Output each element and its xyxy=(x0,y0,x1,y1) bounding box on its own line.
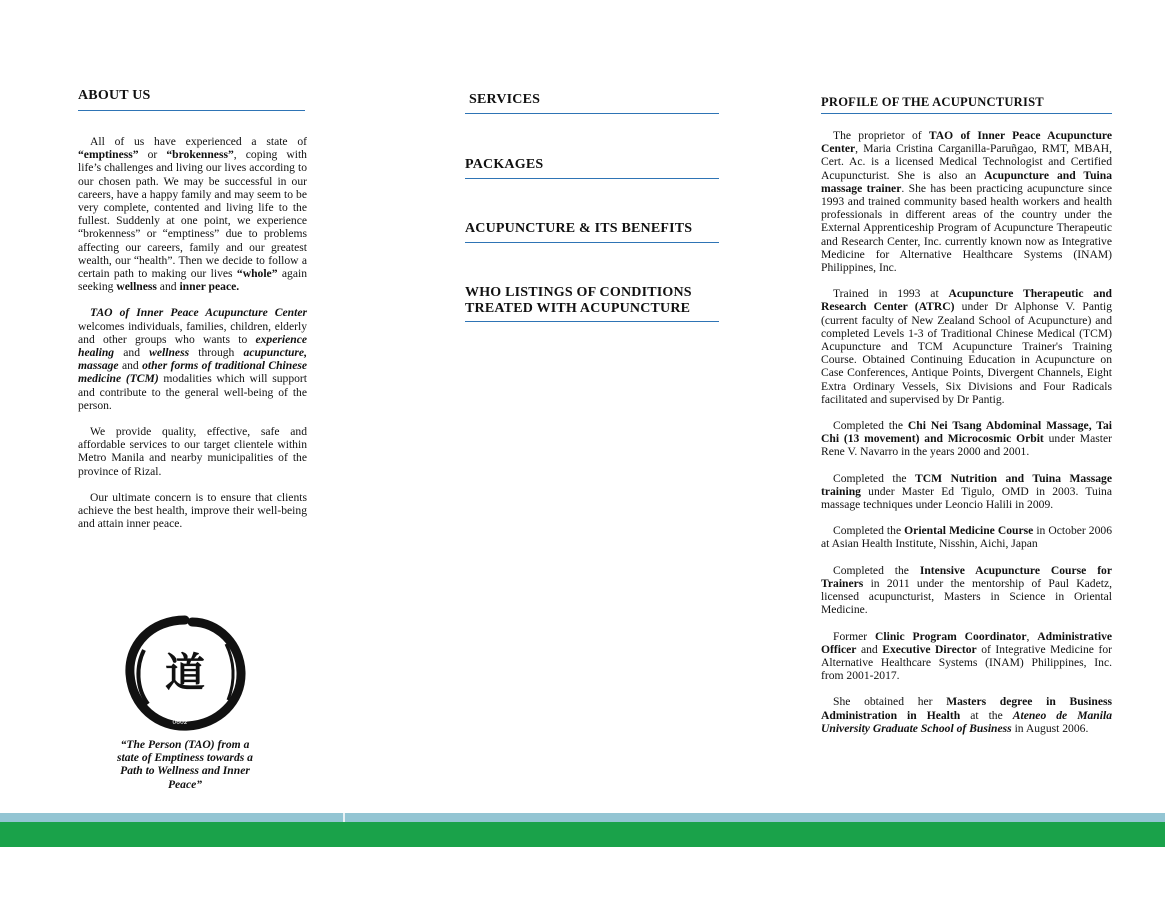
profile-section xyxy=(821,94,1112,735)
packages-item xyxy=(465,157,719,179)
footer-band-light xyxy=(0,813,1165,822)
profile-paragraph-8: She obtained her Masters degree in Business Administration in Health at the Ateneo de Manila University Graduate School of Business in August 2006. xyxy=(821,695,1112,735)
about-us-section xyxy=(78,88,307,530)
profile-paragraph-2: Trained in 1993 at Acupuncture Therapeutic and Research Center (ATRC) under Dr Alphonse V. Pantig (current faculty of New Zealand School of Acupuncture) and completed Levels 1-3 of Traditional Chinese Medical (TCM) Acupuncture and TCM Acupuncture Trainer's Training Course. Obtained Continuing Education in Acupuncture on Case Conferences, Antique Points, Divergent Channels, Eight Extra Ordinary Vessels, Six Divisions and Four Radicals facilitated and supervised by Dr Pantig. xyxy=(821,287,1113,406)
services-item xyxy=(465,92,719,114)
footer-band-green xyxy=(0,822,1165,847)
footer-band-divider xyxy=(343,813,345,822)
services-rule xyxy=(465,113,719,114)
benefits-heading: ACUPUNCTURE & ITS BENEFITS xyxy=(465,221,693,236)
profile-rule xyxy=(821,113,1112,114)
who-listings-item xyxy=(465,285,719,322)
profile-heading: PROFILE OF THE ACUPUNCTURIST xyxy=(821,95,1044,109)
services-heading: SERVICES xyxy=(469,92,541,107)
who-listings-heading: WHO LISTINGS OF CONDITIONS TREATED WITH ACUPUNCTURE xyxy=(465,285,692,316)
about-paragraph-1: All of us have experienced a state of “emptiness” or “brokenness”, coping with life’s challenges and living our lives according to our chosen path. We may be successful in our careers, have a happy family and may seem to be very complete, contented and living life to the fullest. Suddenly at one point, we experience “brokenness” or “emptiness” due to problems affecting our careers, family and our greatest wealth, our “health”. Then we decide to follow a certain path to making our lives “whole” again seeking wellness and inner peace. xyxy=(78,135,307,294)
packages-rule xyxy=(465,178,719,179)
about-paragraph-4: Our ultimate concern is to ensure that clients achieve the best health, improve their well-being and attain inner peace. xyxy=(78,490,307,531)
profile-paragraph-7: Former Clinic Program Coordinator, Administrative Officer and Executive Director of Integrative Medicine for Alternative Healthcare Systems (INAM) Philippines, Inc. from 2001-2017. xyxy=(821,629,1113,683)
who-listings-rule xyxy=(465,321,719,322)
about-paragraph-2: TAO of Inner Peace Acupuncture Center welcomes individuals, families, children, elderly and other groups who wants to experience healing and wellness through acupuncture, massage and other forms of traditional Chinese medicine (TCM) modalities which will support and contribute to the general well-being of the person. xyxy=(78,306,308,412)
about-paragraph-3: We provide quality, effective, safe and affordable services to our target clientele within Metro Manila and nearby municipalities of the province of Rizal. xyxy=(78,425,307,478)
profile-paragraph-4: Completed the TCM Nutrition and Tuina Massage training under Master Ed Tigulo, OMD in 2003. Tuina massage techniques under Leoncio Halili in 2009. xyxy=(821,471,1112,512)
benefits-item xyxy=(465,221,719,243)
benefits-rule xyxy=(465,242,719,243)
tao-logo xyxy=(122,614,248,732)
about-us-heading: ABOUT US xyxy=(78,88,151,103)
logo-caption: “The Person (TAO) from a state of Emptiness towards a Path to Wellness and Inner Peace” xyxy=(117,738,253,791)
logo-code: 0602 xyxy=(172,719,188,726)
profile-paragraph-3: Completed the Chi Nei Tsang Abdominal Massage, Tai Chi (13 movement) and Microcosmic Orbit under Master Rene V. Navarro in the years 2000 and 2001. xyxy=(821,419,1112,459)
profile-paragraph-5: Completed the Oriental Medicine Course in October 2006 at Asian Health Institute, Nisshin, Aichi, Japan xyxy=(821,524,1112,551)
profile-paragraph-1: The proprietor of TAO of Inner Peace Acupuncture Center, Maria Cristina Carganilla-Paruñgao, RMT, MBAH, Cert. Ac. is a licensed Medical Technologist and Certified Acupuncturist. She is also an Acupuncture and Tuina massage trainer. She has been practicing acupuncture since 1993 and trained community based health workers and health professionals in different areas of the country under the External Apprenticeship Program of Acupuncture Therapeutic and Research Center, Inc. currently known now as Integrative Medicine for Alternative Healthcare Systems (INAM) Philippines, Inc. xyxy=(821,129,1113,275)
tao-character: 道 xyxy=(165,650,205,696)
profile-paragraph-6: Completed the Intensive Acupuncture Course for Trainers in 2011 under the mentorship of Paul Kadetz, licensed acupuncturist, Masters in Science in Oriental Medicine. xyxy=(821,563,1112,617)
about-us-rule xyxy=(78,110,305,111)
packages-heading: PACKAGES xyxy=(465,157,544,172)
